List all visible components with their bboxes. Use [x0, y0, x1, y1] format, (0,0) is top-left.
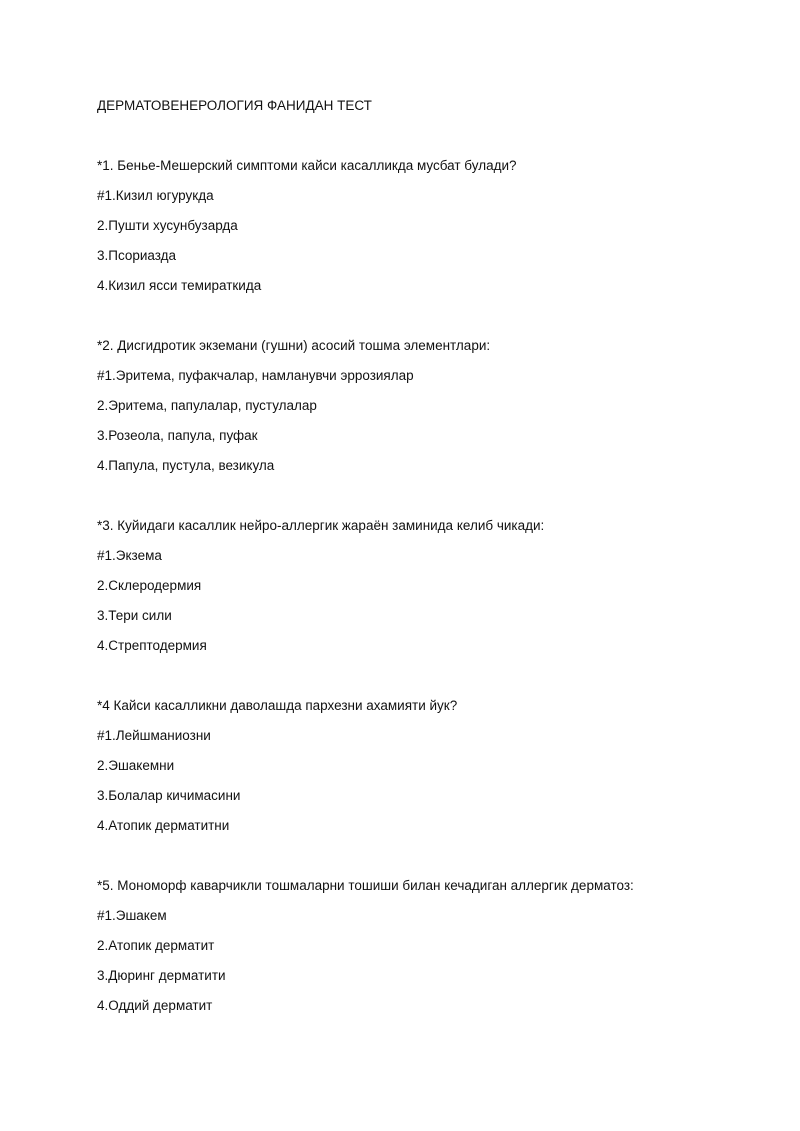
- answer-option: #1.Эритема, пуфакчалар, намланувчи эррозиялар: [97, 368, 414, 383]
- answer-option: #1.Кизил югурукда: [97, 188, 214, 203]
- answer-option: 2.Склеродермия: [97, 578, 202, 593]
- answer-option: 3.Болалар кичимасини: [97, 788, 241, 803]
- question-text: *1. Бенье-Мешерский симптоми кайси касалликда мусбат булади?: [97, 158, 517, 173]
- answer-option: 4.Стрептодермия: [97, 638, 207, 653]
- answer-option: 4.Кизил ясси темираткида: [97, 278, 262, 293]
- answer-option: #1.Лейшманиозни: [97, 728, 211, 743]
- answer-option: 2.Пушти хусунбузарда: [97, 218, 238, 233]
- question-text: *4 Кайси касалликни даволашда пархезни ахамияти йук?: [97, 698, 458, 713]
- question-3: [97, 516, 757, 656]
- answer-option: 3.Псориазда: [97, 248, 177, 263]
- question-text: *3. Куйидаги касаллик нейро-аллергик жараён заминида келиб чикади:: [97, 518, 545, 533]
- answer-option: 2.Атопик дерматит: [97, 938, 215, 953]
- question-4: [97, 696, 757, 836]
- answer-option: 4.Атопик дерматитни: [97, 818, 230, 833]
- answer-option: 3.Тери сили: [97, 608, 172, 623]
- answer-option: 4.Оддий дерматит: [97, 998, 213, 1013]
- answer-option: 3.Дюринг дерматити: [97, 968, 226, 983]
- answer-option: 2.Эритема, папулалар, пустулалар: [97, 398, 317, 413]
- document-title: ДЕРМАТОВЕНЕРОЛОГИЯ ФАНИДАН ТЕСТ: [97, 98, 372, 113]
- question-5: [97, 876, 757, 1016]
- question-1: [97, 156, 757, 296]
- document-page: [97, 96, 757, 1016]
- question-text: *2. Дисгидротик экземани (гушни) асосий тошма элементлари:: [97, 338, 491, 353]
- question-text: *5. Мономорф каварчикли тошмаларни тошиши билан кечадиган аллергик дерматоз:: [97, 878, 634, 893]
- answer-option: 3.Розеола, папула, пуфак: [97, 428, 258, 443]
- answer-option: #1.Экзема: [97, 548, 162, 563]
- question-2: [97, 336, 757, 476]
- answer-option: 2.Эшакемни: [97, 758, 175, 773]
- answer-option: #1.Эшакем: [97, 908, 167, 923]
- answer-option: 4.Папула, пустула, везикула: [97, 458, 275, 473]
